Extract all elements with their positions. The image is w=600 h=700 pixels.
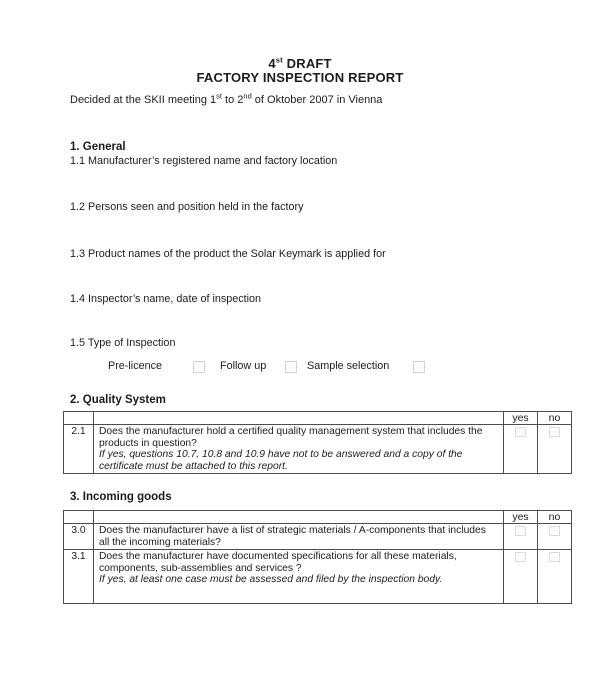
section-heading-incoming-goods: 3. Incoming goods xyxy=(70,491,172,503)
report-title: FACTORY INSPECTION REPORT xyxy=(196,70,404,85)
question-cell xyxy=(94,524,504,550)
row-number: 3.0 xyxy=(64,524,94,550)
question-cell xyxy=(94,425,504,474)
no-column-header: no xyxy=(538,511,572,524)
question-text: Does the manufacturer have a list of strategic materials / A-components that includes all the incoming materials? xyxy=(99,525,486,548)
no-cell xyxy=(538,524,572,550)
yes-cell xyxy=(504,524,538,550)
no-column-header: no xyxy=(538,412,572,425)
table-header-row xyxy=(64,511,572,524)
checkbox-3-1-yes[interactable] xyxy=(515,552,526,562)
table-row xyxy=(64,524,572,550)
table-header-row xyxy=(64,412,572,425)
question-cell xyxy=(94,550,504,604)
decision-subtitle: Decided at the SKII meeting 1st to 2nd of Oktober 2007 in Vienna xyxy=(70,91,383,106)
item-1-4: 1.4 Inspector’s name, date of inspection xyxy=(70,293,262,305)
question-text: Does the manufacturer have documented specifications for all these materials, components, sub-assemblies and services ? xyxy=(99,551,457,574)
section-heading-quality-system: 2. Quality System xyxy=(70,394,166,406)
yes-column-header: yes xyxy=(504,412,538,425)
question-note: If yes, questions 10.7, 10.8 and 10.9 have not to be answered and a copy of the certificate must be attached to this report. xyxy=(99,449,463,472)
table-row xyxy=(64,425,572,474)
section-heading-general: 1. General xyxy=(70,141,126,153)
empty-header-cell xyxy=(94,511,504,524)
follow-up-label: Follow up xyxy=(220,360,267,372)
no-cell xyxy=(538,425,572,474)
item-1-1: 1.1 Manufacturer’s registered name and factory location xyxy=(70,155,338,167)
row-number: 3.1 xyxy=(64,550,94,604)
item-1-3: 1.3 Product names of the product the Solar Keymark is applied for xyxy=(70,248,386,260)
incoming-goods-table xyxy=(63,510,572,604)
checkbox-2-1-yes[interactable] xyxy=(515,427,526,437)
checkbox-sample-selection[interactable] xyxy=(413,361,425,373)
empty-header-cell xyxy=(94,412,504,425)
item-1-5: 1.5 Type of Inspection xyxy=(70,337,176,349)
table-row xyxy=(64,550,572,604)
yes-cell xyxy=(504,550,538,604)
yes-column-header: yes xyxy=(504,511,538,524)
empty-header-cell xyxy=(64,412,94,425)
question-note: If yes, at least one case must be assessed and filed by the inspection body. xyxy=(99,574,443,586)
question-text: Does the manufacturer hold a certified quality management system that includes the products in question? xyxy=(99,426,483,449)
sample-selection-label: Sample selection xyxy=(307,360,390,372)
no-cell xyxy=(538,550,572,604)
document-title xyxy=(0,57,600,85)
draft-line: 4st DRAFT xyxy=(268,55,332,71)
checkbox-3-1-no[interactable] xyxy=(549,552,560,562)
item-1-2: 1.2 Persons seen and position held in the factory xyxy=(70,201,304,213)
checkbox-3-0-yes[interactable] xyxy=(515,526,526,536)
checkbox-follow-up[interactable] xyxy=(285,361,297,373)
pre-licence-label: Pre-licence xyxy=(108,360,163,372)
checkbox-pre-licence[interactable] xyxy=(193,361,205,373)
draft-ordinal-superscript: st xyxy=(275,55,283,65)
empty-header-cell xyxy=(64,511,94,524)
checkbox-2-1-no[interactable] xyxy=(549,427,560,437)
row-number: 2.1 xyxy=(64,425,94,474)
checkbox-3-0-no[interactable] xyxy=(549,526,560,536)
subtitle-superscript-st: st xyxy=(216,91,222,101)
subtitle-superscript-nd: nd xyxy=(243,91,252,101)
quality-system-table xyxy=(63,411,572,474)
yes-cell xyxy=(504,425,538,474)
